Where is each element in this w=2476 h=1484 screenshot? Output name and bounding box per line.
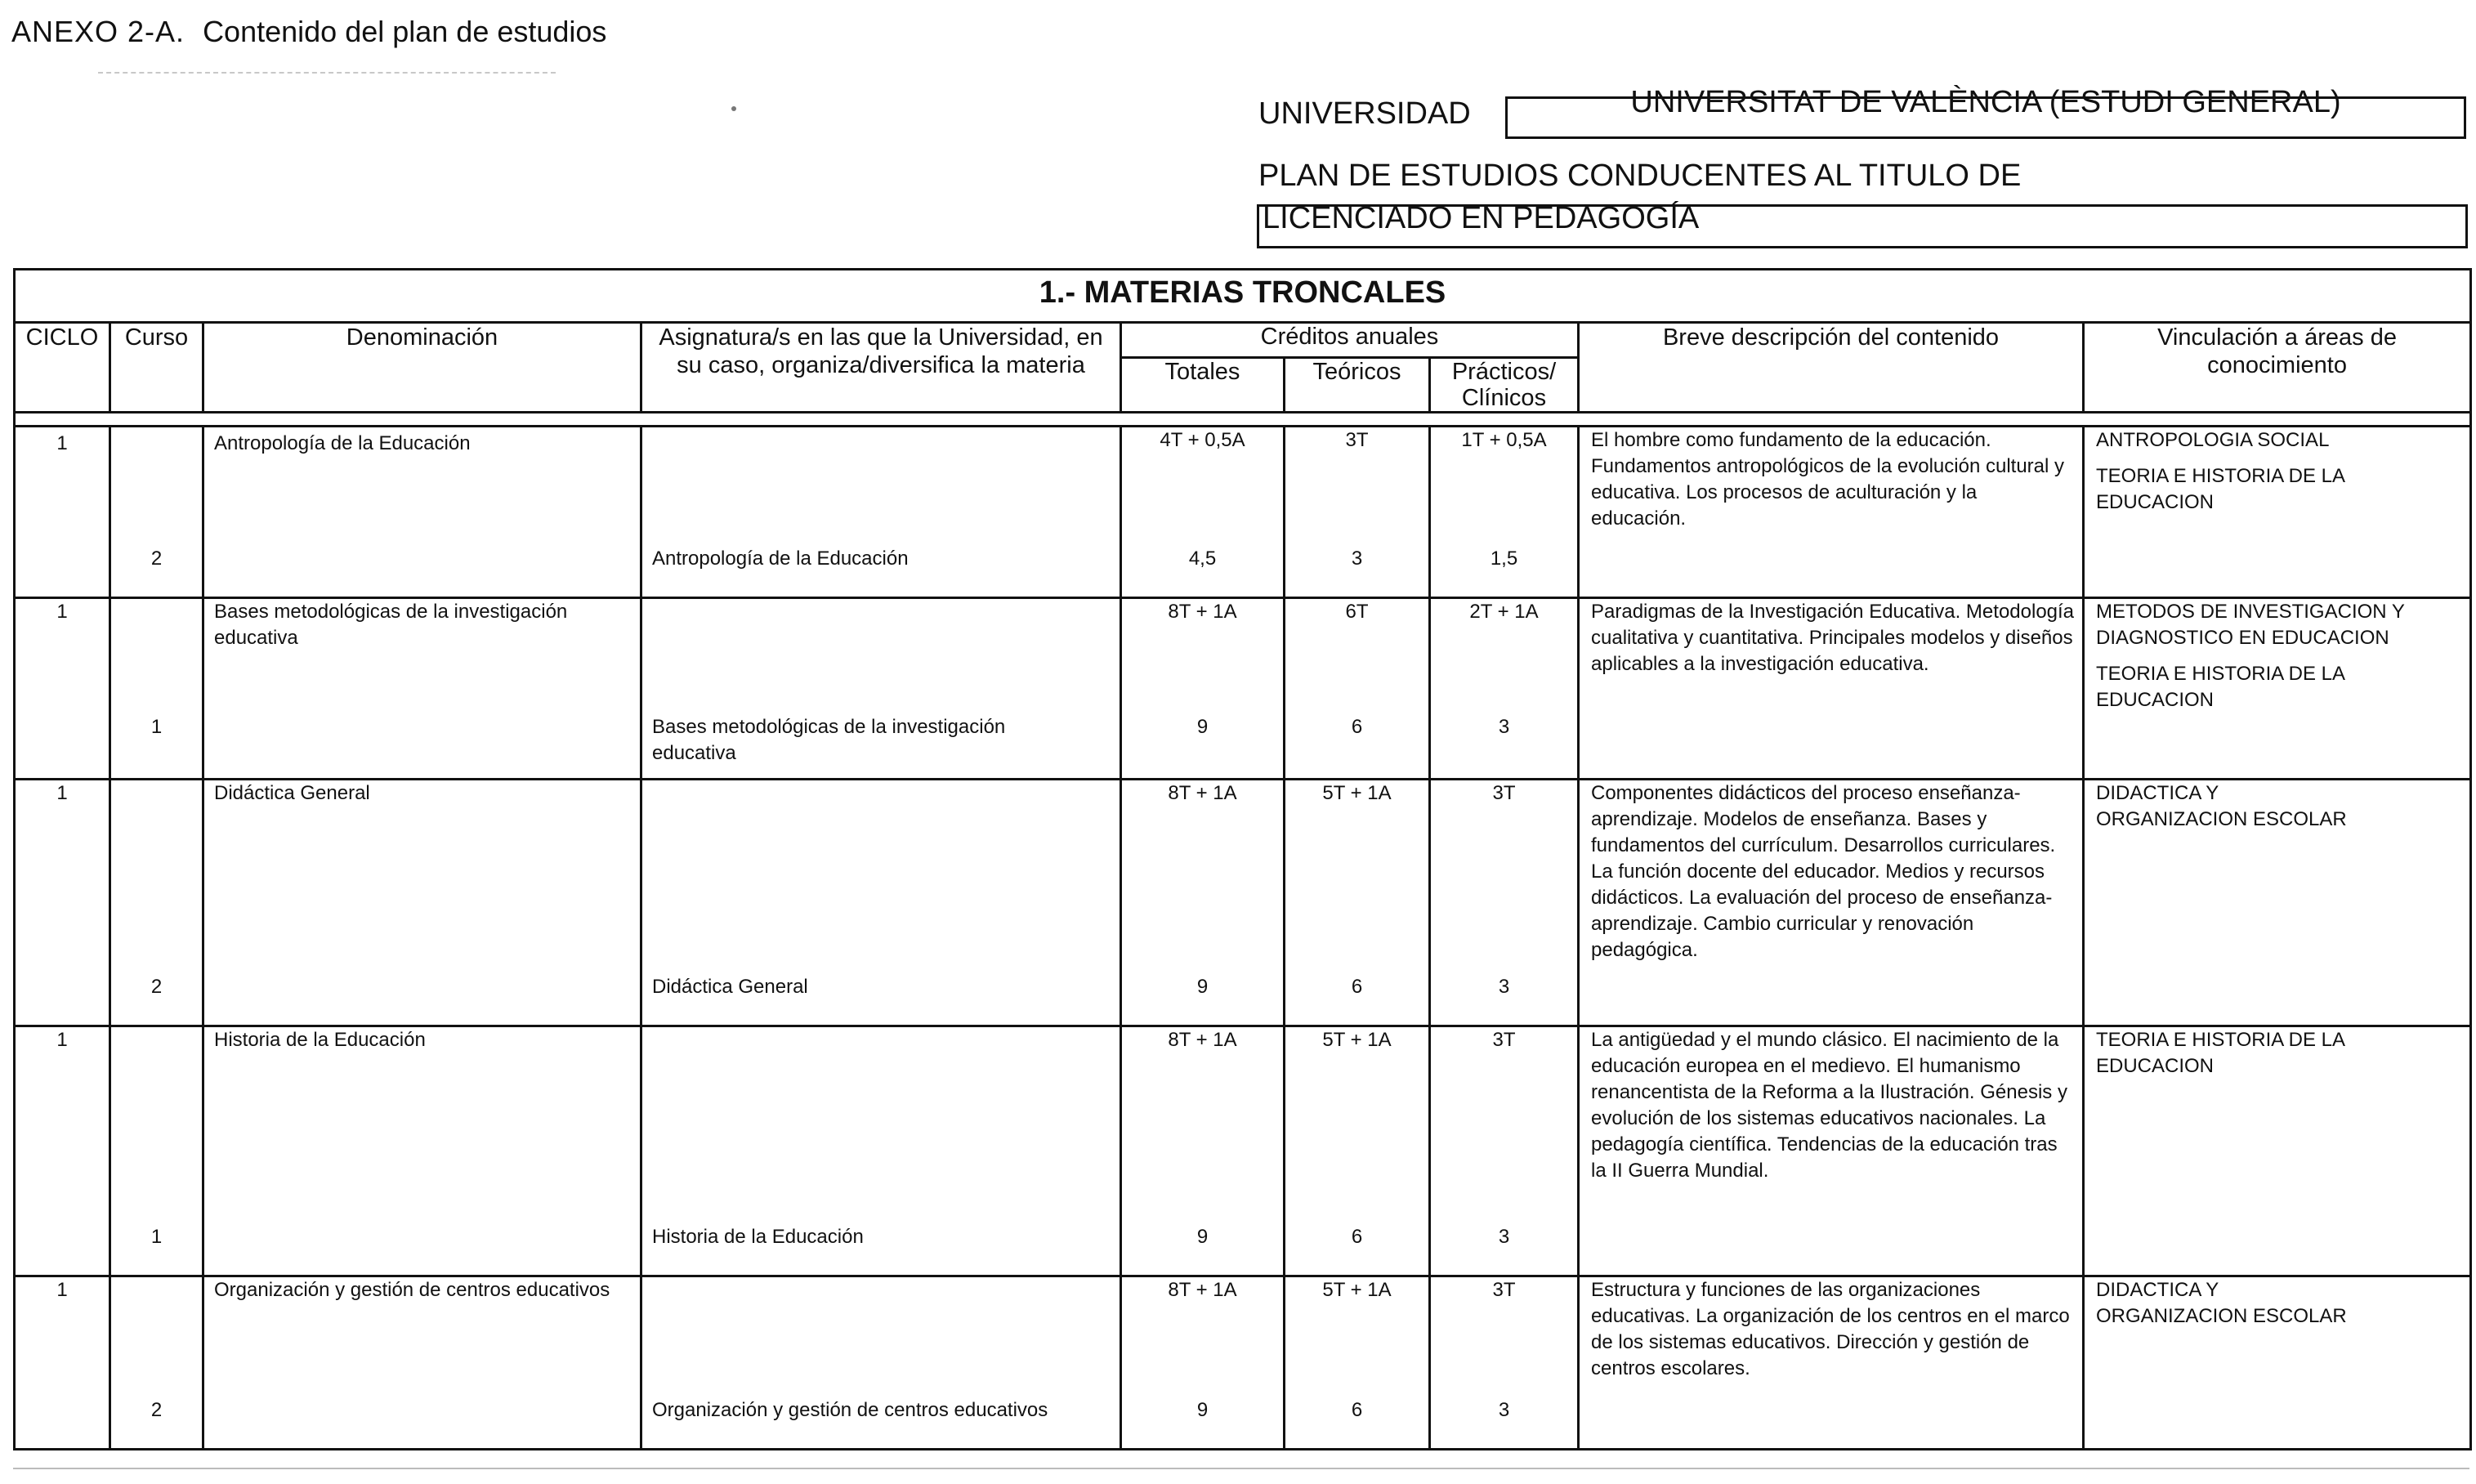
descripcion-cell: Estructura y funciones de las organizaciones educativas. La organización de los centros en el marco de los sistemas educativos. Dirección y gestión de centros escolares. (1579, 1276, 2084, 1450)
totales-cell: 8T + 1A 9 (1121, 1026, 1285, 1276)
page-bottom-rule (13, 1468, 2469, 1469)
universidad-label: UNIVERSIDAD (1258, 96, 1471, 131)
scribble-mark (98, 72, 556, 82)
table-row (15, 780, 2471, 1026)
area-item: METODOS DE INVESTIGACION Y DIAGNOSTICO EN EDUCACION (2096, 601, 2405, 649)
asignatura-cell: Historia de la Educación (641, 1026, 1121, 1276)
table-row (15, 1276, 2471, 1450)
teoricos-cell: 5T + 1A 6 (1285, 780, 1430, 1026)
practicos-cell: 1T + 0,5A 1,5 (1430, 427, 1579, 598)
col-practicos: Prácticos/ Clínicos (1430, 358, 1579, 413)
descripcion-cell: El hombre como fundamento de la educación. Fundamentos antropológicos de la evolución cultural y educativa. Los procesos de aculturación y la educación. (1579, 427, 2084, 598)
vinculacion-cell (2084, 780, 2471, 1026)
denominacion-cell: Antropología de la Educación (203, 427, 641, 598)
teoricos-cell: 3T 3 (1285, 427, 1430, 598)
vinculacion-cell (2084, 1026, 2471, 1276)
vinculacion-cell (2084, 1276, 2471, 1450)
annex-heading (11, 15, 606, 49)
col-denominacion: Denominación (203, 323, 641, 413)
col-curso: Curso (110, 323, 203, 413)
curso-cell: 1 (110, 598, 203, 780)
titulo-value-box (1257, 201, 2468, 248)
titulo-value: LICENCIADO EN PEDAGOGÍA (1263, 201, 1700, 235)
ciclo-cell: 1 (15, 427, 110, 598)
asignatura-cell: Didáctica General (641, 780, 1121, 1026)
descripcion-cell: Componentes didácticos del proceso enseñanza-aprendizaje. Modelos de enseñanza. Bases y fundamentos del currículum. Desarrollos curriculares. La función docente del educador. Medios y recursos didácticos. La evaluación del proceso de enseñanza-aprendizaje. Cambio curricular y renovación pedagógica. (1579, 780, 2084, 1026)
table-row (15, 427, 2471, 598)
practicos-cell: 3T 3 (1430, 780, 1579, 1026)
ciclo-cell: 1 (15, 1276, 110, 1450)
totales-cell: 8T + 1A 9 (1121, 1276, 1285, 1450)
asignatura-cell: Bases metodológicas de la investigación educativa (641, 598, 1121, 780)
denominacion-cell: Bases metodológicas de la investigación educativa (203, 598, 641, 780)
col-creditos: Créditos anuales (1121, 323, 1579, 358)
denominacion-cell: Organización y gestión de centros educativos (203, 1276, 641, 1450)
table-row (15, 1026, 2471, 1276)
totales-cell: 4T + 0,5A 4,5 (1121, 427, 1285, 598)
curso-cell: 2 (110, 780, 203, 1026)
area-item: TEORIA E HISTORIA DE LA EDUCACION (2096, 465, 2344, 513)
universidad-value: UNIVERSITAT DE VALÈNCIA (ESTUDI GENERAL) (1630, 85, 2341, 119)
area-item: DIDACTICA Y ORGANIZACION ESCOLAR (2096, 1279, 2347, 1327)
universidad-value-box (1505, 85, 2466, 139)
table-spacer (15, 413, 2471, 427)
asignatura-cell: Antropología de la Educación (641, 427, 1121, 598)
col-totales: Totales (1121, 358, 1285, 413)
table-banner: 1.- MATERIAS TRONCALES (15, 270, 2471, 323)
curso-cell: 2 (110, 1276, 203, 1450)
speck-mark (731, 106, 736, 111)
area-item: ANTROPOLOGIA SOCIAL (2096, 429, 2330, 451)
col-ciclo: CICLO (15, 323, 110, 413)
table-row (15, 598, 2471, 780)
teoricos-cell: 5T + 1A 6 (1285, 1026, 1430, 1276)
practicos-cell: 3T 3 (1430, 1026, 1579, 1276)
ciclo-cell: 1 (15, 598, 110, 780)
asignatura-cell: Organización y gestión de centros educativos (641, 1276, 1121, 1450)
practicos-cell: 2T + 1A 3 (1430, 598, 1579, 780)
totales-cell: 8T + 1A 9 (1121, 598, 1285, 780)
practicos-cell: 3T 3 (1430, 1276, 1579, 1450)
annex-title: Contenido del plan de estudios (203, 15, 607, 48)
plan-table-wrapper (13, 268, 2469, 1464)
curso-cell: 1 (110, 1026, 203, 1276)
annex-code: ANEXO 2-A. (11, 15, 185, 48)
vinculacion-cell (2084, 598, 2471, 780)
ciclo-cell: 1 (15, 1026, 110, 1276)
denominacion-cell: Historia de la Educación (203, 1026, 641, 1276)
descripcion-cell: Paradigmas de la Investigación Educativa. Metodología cualitativa y cuantitativa. Principales modelos y diseños aplicables a la investigación educativa. (1579, 598, 2084, 780)
col-teoricos: Teóricos (1285, 358, 1430, 413)
materias-troncales-table (13, 268, 2472, 1450)
vinculacion-cell (2084, 427, 2471, 598)
col-asignatura: Asignatura/s en las que la Universidad, en su caso, organiza/diversifica la materia (641, 323, 1121, 413)
teoricos-cell: 6T 6 (1285, 598, 1430, 780)
area-item: TEORIA E HISTORIA DE LA EDUCACION (2096, 663, 2344, 711)
denominacion-cell: Didáctica General (203, 780, 641, 1026)
ciclo-cell: 1 (15, 780, 110, 1026)
teoricos-cell: 5T + 1A 6 (1285, 1276, 1430, 1450)
col-vinculacion: Vinculación a áreas de conocimiento (2084, 323, 2471, 413)
col-descripcion: Breve descripción del contenido (1579, 323, 2084, 413)
plan-label: PLAN DE ESTUDIOS CONDUCENTES AL TITULO DE (1258, 159, 2022, 193)
curso-cell: 2 (110, 427, 203, 598)
area-item: TEORIA E HISTORIA DE LA EDUCACION (2096, 1029, 2344, 1077)
area-item: DIDACTICA Y ORGANIZACION ESCOLAR (2096, 782, 2347, 830)
totales-cell: 8T + 1A 9 (1121, 780, 1285, 1026)
descripcion-cell: La antigüedad y el mundo clásico. El nacimiento de la educación europea en el medievo. El humanismo renancentista de la Reforma a la Ilustración. Génesis y evolución de los sistemas educativos nacionales. La pedagogía científica. Tendencias de la educación tras la II Guerra Mundial. (1579, 1026, 2084, 1276)
